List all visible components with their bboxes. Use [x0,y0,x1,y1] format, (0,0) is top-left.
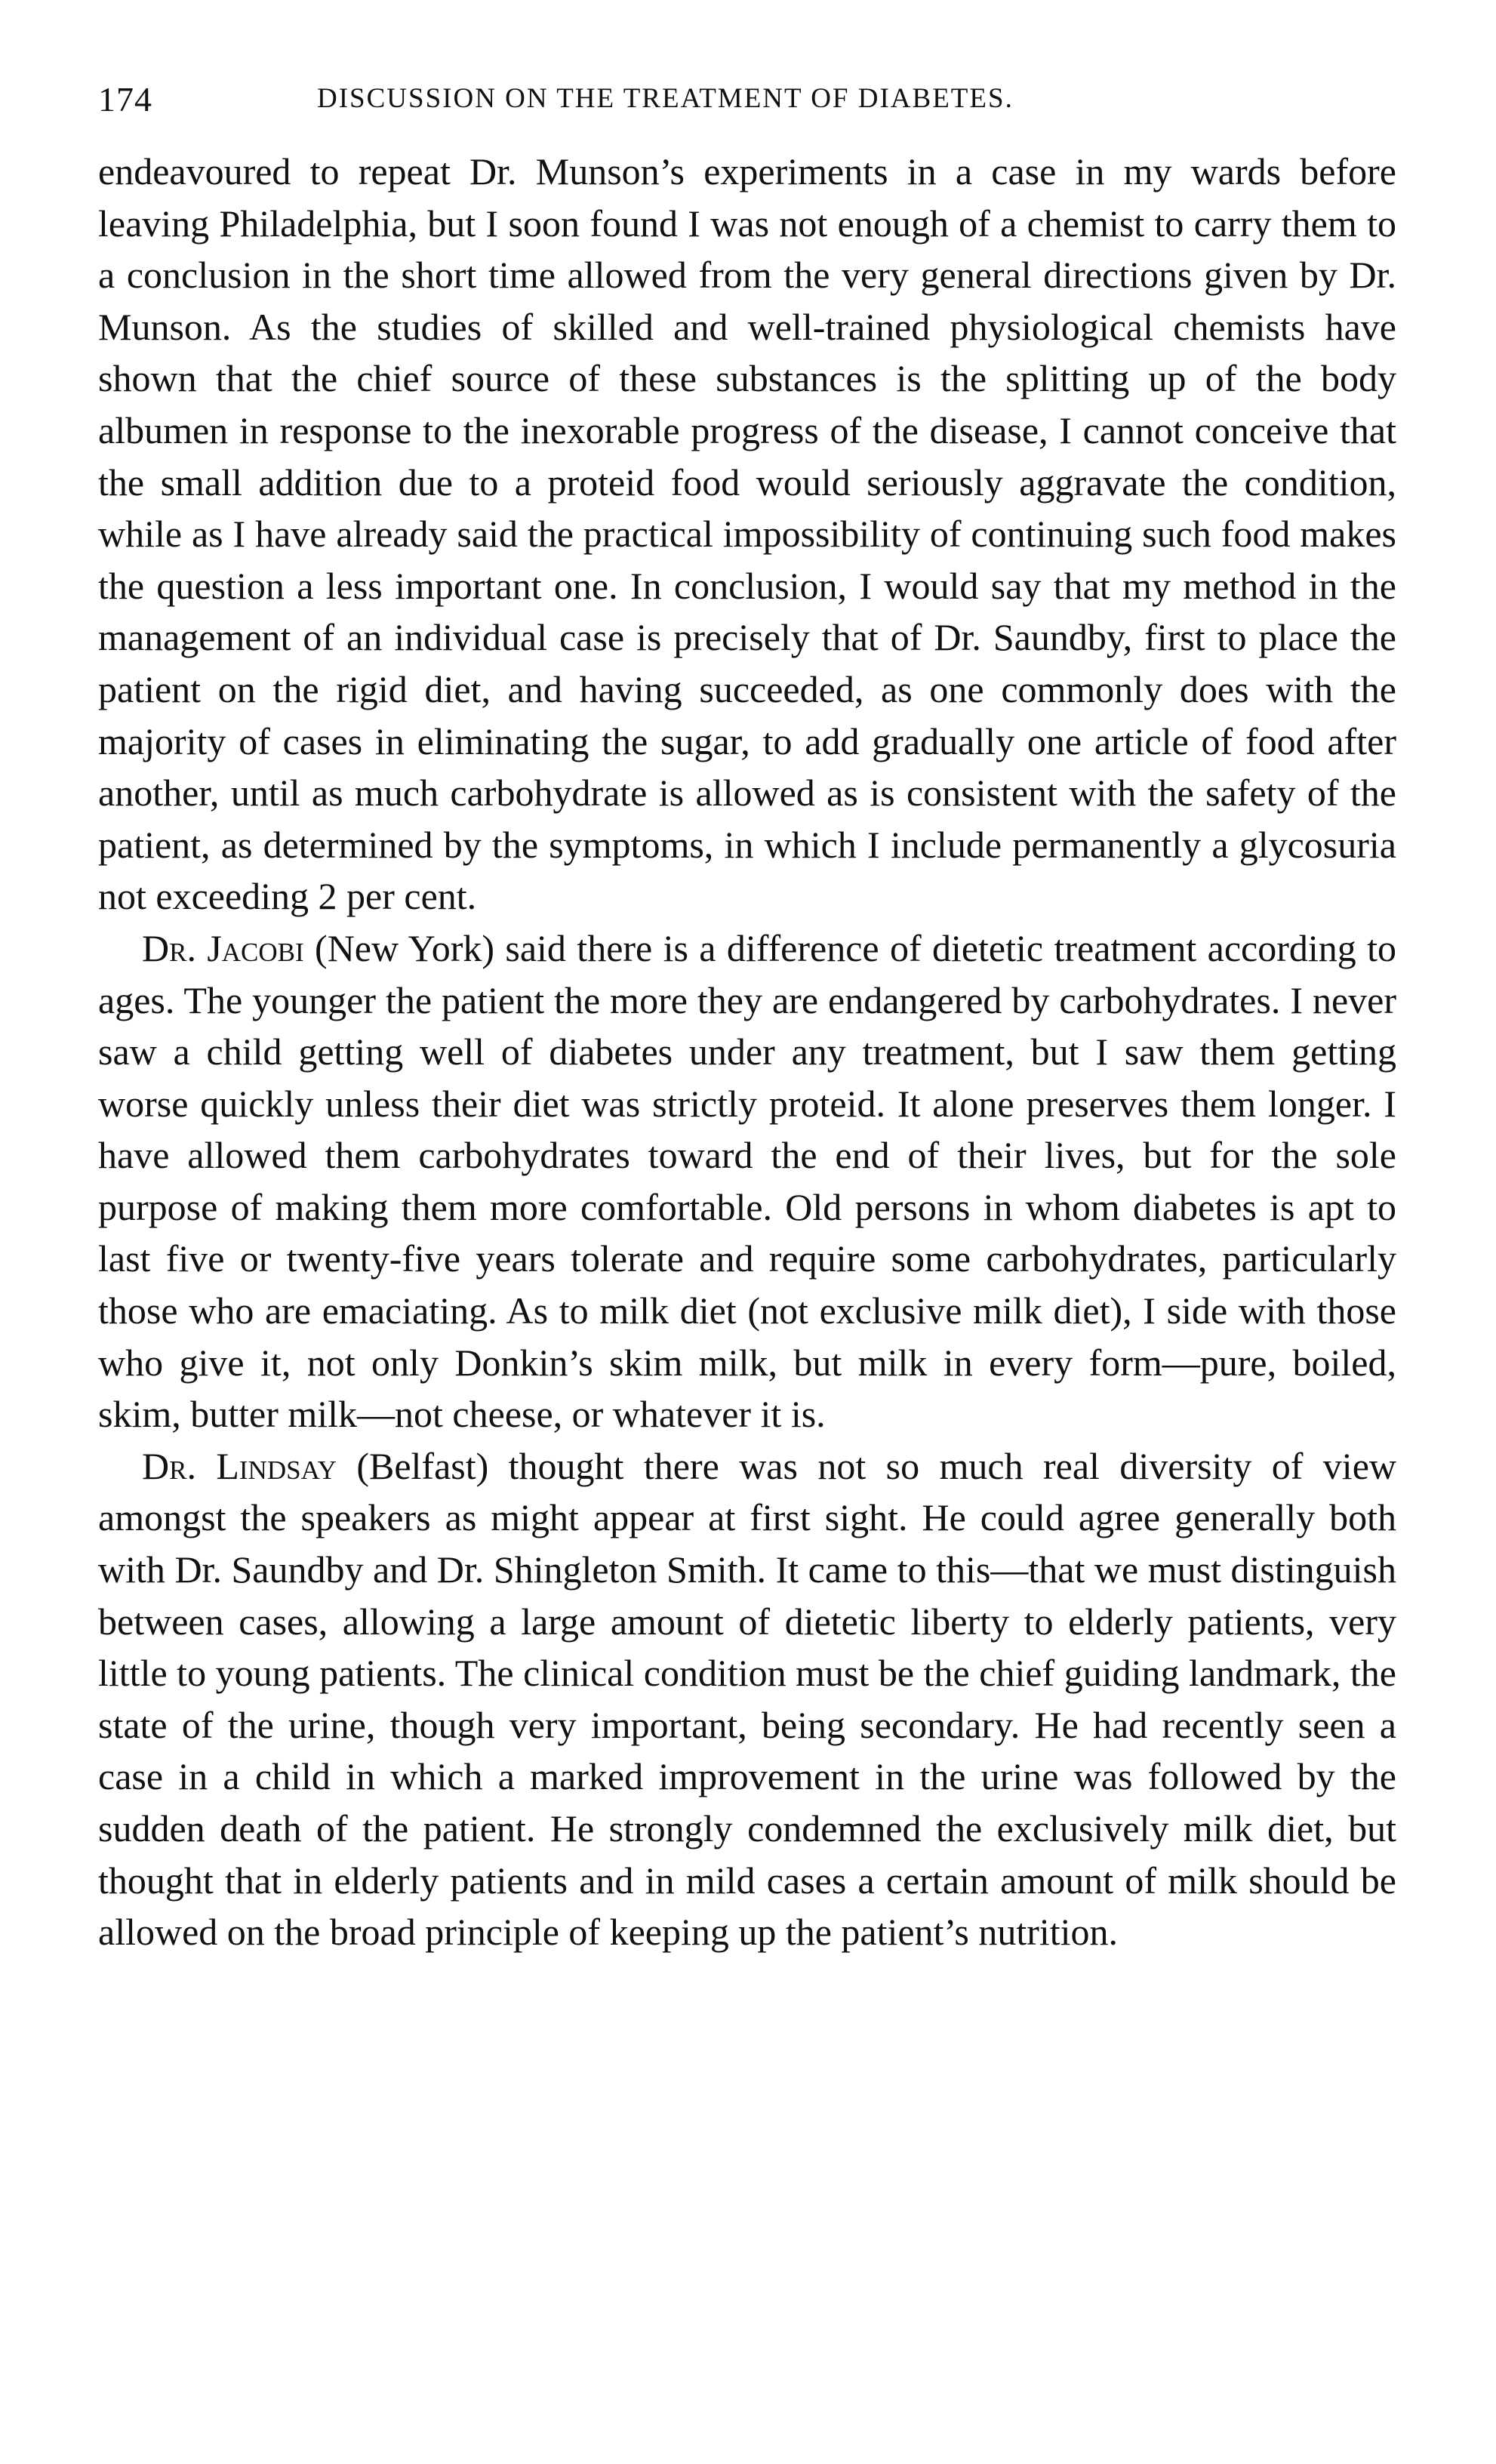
book-page [98,79,1396,1958]
paragraph-text: (Belfast) thought there was not so much real diversity of view amongst the speakers as might appear at first sight. He could agree generally both with Dr. Saundby and Dr. Shingleton Smith. It came to this—that we must distinguish between cases, allowing a large amount of dietetic liberty to elderly patients, very little to young patients. The clinical condition must be the chief guiding landmark, the state of the urine, though very important, being secondary. He had recently seen a case in a child in which a marked improvement in the urine was followed by the sudden death of the patient. He strongly condemned the exclusively milk diet, but thought that in elderly patients and in mild cases a certain amount of milk should be allowed on the broad principle of keeping up the patient’s nutrition. [98,1444,1396,1954]
paragraph-text: (New York) said there is a difference of dietetic treatment according to ages. The younger the patient the more they are endangered by carbohydrates. I never saw a child getting well of diabetes under any treatment, but I saw them getting worse quickly unless their diet was strictly proteid. It alone preserves them longer. I have allowed them carbohydrates toward the end of their lives, but for the sole purpose of making them more comfortable. Old persons in whom diabetes is apt to last five or twenty-five years tolerate and require some carbohydrates, particularly those who are emaciating. As to milk diet (not exclusive milk diet), I side with those who give it, not only Donkin’s skim milk, but milk in every form—pure, boiled, skim, butter milk—not cheese, or whatever it is. [98,926,1396,1436]
body-text [98,146,1396,1958]
paragraph-text: endeavoured to repeat Dr. Munson’s experiments in a case in my wards before leaving Philadelphia, but I soon found I was not enough of a chemist to carry them to a conclusion in the short time allowed from the very general directions given by Dr. Munson. As the studies of skilled and well-trained physiological chemists have shown that the chief source of these substances is the splitting up of the body albumen in response to the inexorable progress of the disease, I cannot conceive that the small addition due to a proteid food would seriously aggravate the condition, while as I have already said the practical impossibility of continuing such food makes the question a less important one. In conclusion, I would say that my method in the management of an individual case is precisely that of Dr. Saundby, first to place the patient on the rigid diet, and having succeeded, as one commonly does with the majority of cases in eliminating the sugar, to add gradually one article of food after another, until as much carbohydrate is allowed as is consistent with the safety of the patient, as determined by the symptoms, in which I include permanently a glycosuria not exceeding 2 per cent. [98,150,1396,918]
running-head [98,79,1396,132]
page-number: 174 [98,80,152,119]
paragraph-jacobi [98,922,1396,1440]
paragraph-lindsay [98,1440,1396,1958]
speaker-name: Dr. Lindsay [142,1444,337,1487]
speaker-name: Dr. Jacobi [142,926,304,969]
paragraph-continuation [98,146,1396,922]
running-head-title: DISCUSSION ON THE TREATMENT OF DIABETES. [317,83,1014,114]
